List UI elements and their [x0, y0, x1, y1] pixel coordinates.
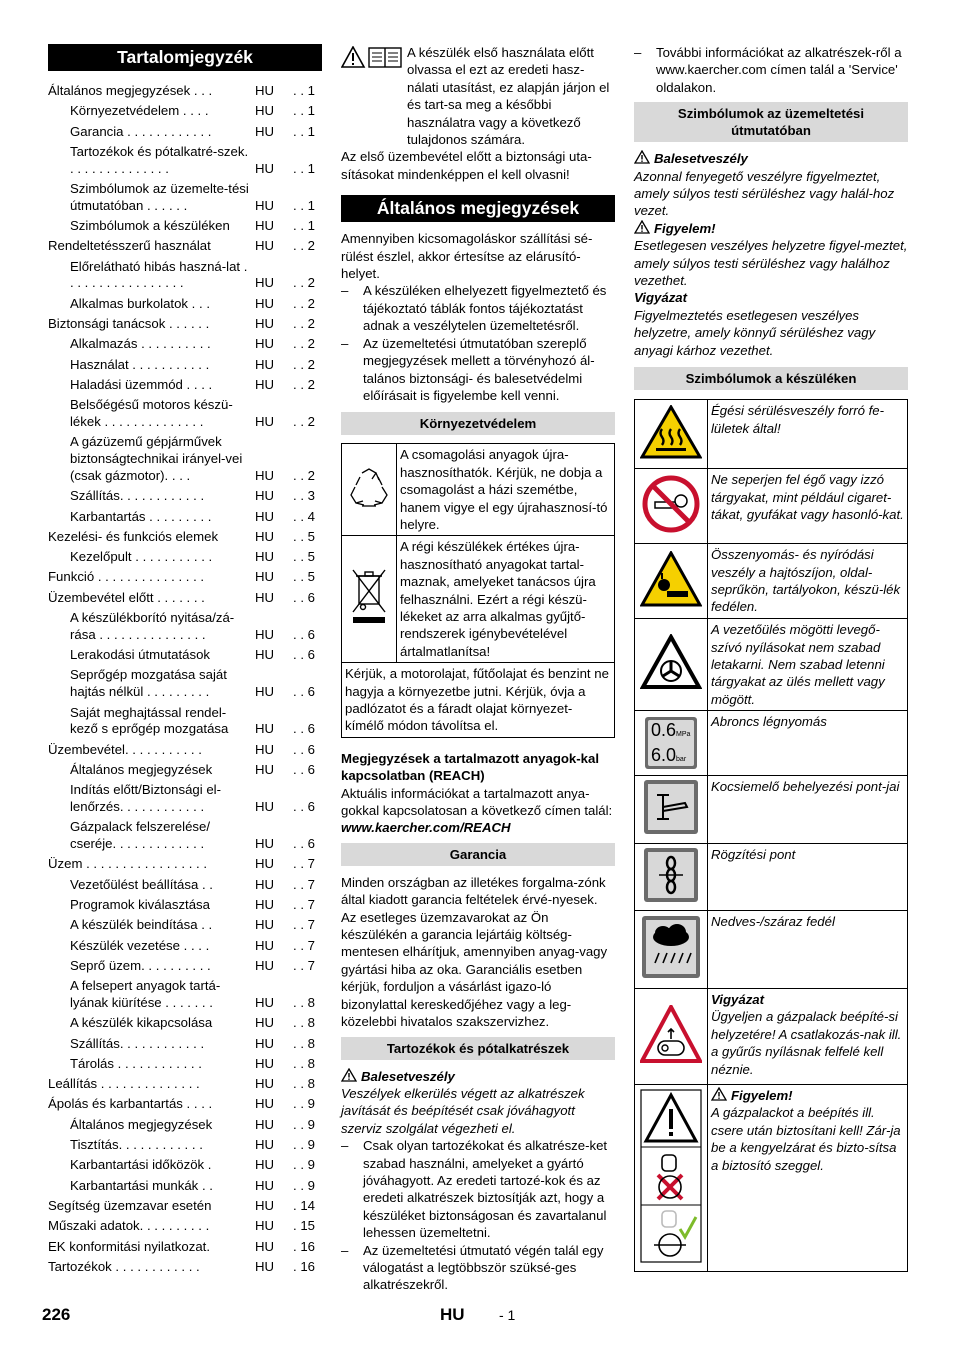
toc-entry-title: Alkalmas burkolatok . . . — [70, 295, 210, 311]
toc-entry-lang: HU — [255, 123, 275, 139]
toc-entry-lang: HU — [255, 414, 275, 430]
toc-entry-title: A gázüzemű gépjárművek biztonságtechnikai irányel-vei (csak gázmotor). . . . — [70, 434, 243, 483]
toc-entry-page: . . 6 — [293, 589, 315, 605]
toc-entry-lang: HU — [255, 1055, 275, 1071]
warning-manual-icon — [341, 44, 407, 148]
warning-heading: Figyelem! — [634, 220, 908, 237]
intro-block — [341, 44, 615, 148]
toc-entry-page: . . 5 — [293, 569, 315, 585]
toc-entry[interactable] — [48, 938, 322, 955]
symbols-table — [634, 399, 908, 1272]
toc-entry[interactable] — [48, 742, 322, 759]
symbol-text-no-burning: Ne seperjen fel égő vagy izzó tárgyakat, mint például cigaret-tákat, gyufákat vagy hasonló-kat. — [708, 469, 908, 544]
toc-entry-page: . . 6 — [293, 798, 315, 814]
caution-text: Figyelmeztetés esetlegesen veszélyes helyzetre, amely könnyű sérüléshez vagy anyagi kárhoz vezethet. — [634, 307, 876, 358]
toc-entry-title: Tárolás . . . . . . . . . . . . — [70, 1055, 202, 1071]
caution-heading: Vigyázat — [634, 290, 688, 306]
toc-entry-page: . . 6 — [293, 721, 315, 737]
symbol-text-wet-dry: Nedves-/száraz fedél — [708, 910, 908, 988]
page-number: 226 — [42, 1305, 71, 1324]
toc-entry-lang: HU — [255, 316, 275, 332]
toc-entry-lang: HU — [255, 761, 275, 777]
toc-entry[interactable] — [48, 1056, 322, 1073]
toc-entry-lang: HU — [255, 876, 275, 892]
toc-entry-page: . . 4 — [293, 508, 315, 524]
toc-entry[interactable] — [48, 819, 322, 853]
toc-entry-lang: HU — [255, 467, 275, 483]
toc-entry-page: . . 2 — [293, 238, 315, 254]
toc-entry-page: . . 1 — [293, 160, 315, 176]
toc-entry-page: . . 2 — [293, 356, 315, 372]
toc-entry-page: . . 8 — [293, 1015, 315, 1031]
symbol-text-jack-point: Kocsiemelő behelyezési pont-jai — [708, 776, 908, 843]
toc-entry[interactable] — [48, 181, 322, 215]
toc-entry-title: Karbantartás . . . . . . . . . — [70, 508, 212, 524]
toc-entry-title: Tartozékok . . . . . . . . . . . . — [48, 1258, 200, 1274]
toc-entry-lang: HU — [255, 1137, 275, 1153]
toc-entry-title: Ápolás és karbantartás . . . . — [48, 1096, 213, 1112]
toc-entry-title: Tartozékok és pótalkatré-szek. . . . . . . . . . . . . . . — [70, 143, 249, 176]
gas-bottle-position-cell — [708, 988, 908, 1084]
service-info-dash: – További információkat az alkatrészek-ről a www.kaercher.com címen talál a 'Service' oldalakon. — [634, 45, 902, 95]
toc-entry-title: Környezetvédelem . . . . — [70, 103, 209, 119]
toc-entry[interactable] — [48, 377, 322, 394]
toc-entry-title: Készülék vezetése . . . . — [70, 937, 210, 953]
toc-entry-title: Kezelőpult . . . . . . . . . . . — [70, 549, 213, 565]
warning-triangle-icon — [711, 1087, 727, 1101]
weee-bin-icon — [342, 536, 397, 663]
warning-triangle-icon — [634, 220, 650, 234]
toc-entry-page: . . 2 — [293, 414, 315, 430]
toc-entry-lang: HU — [255, 103, 275, 119]
toc-entry[interactable] — [48, 782, 322, 816]
toc-entry-page: . . 6 — [293, 684, 315, 700]
toc-entry-lang: HU — [255, 160, 275, 176]
toc-entry[interactable] — [48, 1157, 322, 1174]
toc-entry-title: A felsepert anyagok tartá-lyának kiürítése . . . . . . . — [70, 978, 221, 1010]
symbol-text-tire-pressure: Abroncs légnyomás — [708, 711, 908, 776]
toc-entry-lang: HU — [255, 1035, 275, 1051]
toc-entry-lang: HU — [255, 856, 275, 872]
toc-entry-title: Általános megjegyzések . . . — [48, 83, 213, 98]
toc-entry-page: . . 2 — [293, 467, 315, 483]
toc-entry-page: . . 9 — [293, 1157, 315, 1173]
toc-entry[interactable] — [48, 1096, 322, 1113]
toc-entry-title: Saját meghajtással rendel-kező s eprőgép mozgatása — [70, 704, 229, 737]
toc-entry-lang: HU — [255, 336, 275, 352]
toc-entry-lang: HU — [255, 83, 275, 98]
general-dash-2: – Az üzemeltetési útmutatóban szereplő megjegyzések mellett a törvényhozó ál-talános biztonsági- és balesetvédelmi előírásait is figyelembe kell venni. — [341, 335, 595, 403]
no-burning-objects-icon — [635, 469, 708, 544]
env-table — [341, 443, 615, 738]
toc-entry-title: Indítás előtt/Biztonsági el-lenőrzés. . . . . . . . . . . . — [70, 782, 222, 814]
toc-entry[interactable] — [48, 259, 322, 293]
toc-entry[interactable] — [48, 917, 322, 934]
toc-entry-lang: HU — [255, 356, 275, 372]
toc-entry-page: . 16 — [293, 1258, 315, 1274]
toc-entry-title: Leállítás . . . . . . . . . . . . . . — [48, 1076, 200, 1092]
warning-text: Esetlegesen veszélyes helyzetre figyel-meztet, amely súlyos testi sérüléshez vagy halálhoz vezethet. — [634, 238, 908, 289]
toc-entry-page: . . 7 — [293, 937, 315, 953]
toc-entry-page: . 16 — [293, 1238, 315, 1254]
toc-entry-page: . . 2 — [293, 336, 315, 352]
toc-entry-page: . . 8 — [293, 1055, 315, 1071]
toc-entry-title: Üzembevétel előtt . . . . . . . — [48, 589, 205, 605]
toc-entry-page: . . 7 — [293, 856, 315, 872]
toc-entry-page: . . 5 — [293, 549, 315, 565]
toc-entry-title: A készülék kikapcsolása — [70, 1015, 213, 1031]
toc-column — [48, 44, 322, 1279]
toc-entry-lang: HU — [255, 1238, 275, 1254]
toc-entry-page: . . 7 — [293, 876, 315, 892]
toc-entry-page: . . 6 — [293, 741, 315, 757]
intro-text-b: Az első üzembevétel előtt a biztonsági uta-sításokat mindenképpen el kell olvasni! — [341, 149, 592, 182]
toc-entry-page: . . 6 — [293, 647, 315, 663]
tire-pressure-icon — [635, 711, 708, 776]
toc-entry-page: . . 6 — [293, 761, 315, 777]
symbol-text-tie-down: Rögzítési pont — [708, 843, 908, 910]
toc-entry-lang: HU — [255, 647, 275, 663]
recycle-icon — [342, 444, 397, 536]
toc-entry-lang: HU — [255, 1258, 275, 1274]
toc-entry-page: . 14 — [293, 1197, 315, 1213]
toc-entry-page: . . 3 — [293, 488, 315, 504]
pressure-bar-unit: bar — [676, 756, 687, 764]
reach-paragraph: Aktuális információkat a tartalmazott anya-gokkal kapcsolatosan a következő címen talál: — [341, 785, 613, 819]
toc-entry[interactable] — [48, 529, 322, 546]
toc-entry-title: Műszaki adatok. . . . . . . . . . — [48, 1218, 210, 1234]
toc-entry-lang: HU — [255, 238, 275, 254]
toc-title: Tartalomjegyzék — [48, 44, 322, 71]
toc-entry-title: Garancia . . . . . . . . . . . . — [70, 123, 212, 139]
toc-entry-page: . . 1 — [293, 218, 315, 234]
toc-entry-lang: HU — [255, 488, 275, 504]
air-intake-fan-icon — [635, 619, 708, 711]
toc-entry-page: . . 9 — [293, 1137, 315, 1153]
toc-entry-lang: HU — [255, 218, 275, 234]
toc-entry[interactable] — [48, 488, 322, 505]
toc-entry-lang: HU — [255, 197, 275, 213]
toc-entry[interactable] — [48, 434, 322, 484]
toc-entry-title: Karbantartási munkák . . — [70, 1177, 213, 1193]
toc-entry-title: Előrelátható hibás haszná-lat . . . . . . . . . . . . . . . . . — [70, 258, 248, 291]
symbols-manual-title: Szimbólumok az üzemeltetési útmutatóban — [634, 102, 908, 142]
toc-entry[interactable] — [48, 647, 322, 664]
footer-subpage: - 1 — [499, 1307, 516, 1323]
toc-entry[interactable] — [48, 569, 322, 586]
toc-entry-title: Szállítás. . . . . . . . . . . . — [70, 1035, 205, 1051]
toc-entry[interactable] — [48, 1076, 322, 1093]
gas-bottle-lock-cell — [708, 1084, 908, 1271]
toc-entry[interactable] — [48, 1117, 322, 1134]
toc-entry-lang: HU — [255, 1015, 275, 1031]
toc-entry-page: . . 2 — [293, 275, 315, 291]
toc-entry-lang: HU — [255, 376, 275, 392]
gas-bottle-lock-icon — [635, 1084, 708, 1271]
toc-entry[interactable] — [48, 1137, 322, 1154]
toc-entry-lang: HU — [255, 549, 275, 565]
toc-entry[interactable] — [48, 144, 322, 178]
toc-entry-title: Karbantartási időközök . — [70, 1157, 212, 1173]
toc-entry-page: . . 7 — [293, 957, 315, 973]
danger-heading: Balesetveszély — [634, 150, 908, 167]
toc-entry-title: Alkalmazás . . . . . . . . . . — [70, 336, 211, 352]
pressure-mpa-unit: MPa — [676, 731, 691, 739]
toc-entry[interactable] — [48, 705, 322, 739]
general-dash-1: – A készüléken elhelyezett figyelmeztető és tájékoztató táblák fontos tájékoztatást adnak a veszélytelen üzemeltetésről. — [341, 283, 607, 334]
accessories-dash-1: – Csak olyan tartozékokat és alkatrésze-ket szabad használni, amelyeket a gyártó jóváhagyott. Az eredeti tartozé-kok és az eredeti alkatrészek biztosítják azt, hogy a készüléket biztonságosan és zavartalanul lehessen üzemeltetni. — [341, 1138, 608, 1241]
toc-entry-page: . . 1 — [293, 83, 315, 98]
toc-list — [48, 83, 322, 1276]
toc-entry-lang: HU — [255, 1197, 275, 1213]
symbol-text-crush: Összenyomás- és nyíródási veszély a hajtószíjon, oldal-seprűkön, tartályokon, készü-lék fedélen. — [708, 544, 908, 619]
toc-entry-page: . . 7 — [293, 917, 315, 933]
toc-entry[interactable] — [48, 218, 322, 235]
toc-entry[interactable] — [48, 610, 322, 644]
toc-entry-lang: HU — [255, 295, 275, 311]
toc-entry-page: . . 8 — [293, 994, 315, 1010]
toc-entry[interactable] — [48, 357, 322, 374]
toc-entry-lang: HU — [255, 994, 275, 1010]
env-recycle-text: A csomagolási anyagok újra-hasznosíthatók. Kérjük, ne dobja a csomagolást a házi szemétbe, hanem vigye el egy újrahasznosí-tó helyre. — [397, 444, 615, 536]
toc-entry[interactable] — [48, 877, 322, 894]
toc-entry-title: Rendeltetésszerű használat — [48, 238, 211, 254]
toc-entry[interactable] — [48, 1015, 322, 1032]
toc-entry[interactable] — [48, 397, 322, 431]
toc-entry[interactable] — [48, 762, 322, 779]
toc-entry-title: Gázpalack felszerelése/ cseréje. . . . . . . . . . . . . — [70, 819, 211, 852]
toc-entry-lang: HU — [255, 798, 275, 814]
toc-entry-title: Szimbólumok a készüléken — [70, 218, 230, 234]
danger-text: Azonnal fenyegető veszélyre figyelmeztet, amely súlyos testi sérüléshez vagy halál-hoz vezet. — [634, 168, 895, 219]
toc-entry-lang: HU — [255, 528, 275, 544]
accessories-danger-text: Veszélyek elkerülés végett az alkatrészek javítását és beépítését csak jóváhagyott szerviz szolgálat végezheti el. — [341, 1085, 585, 1136]
symbols-device-title: Szimbólumok a készüléken — [634, 367, 908, 390]
toc-entry[interactable] — [48, 238, 322, 255]
reach-title: Megjegyzések a tartalmazott anyagok-kal kapcsolatban (REACH) — [341, 750, 599, 784]
toc-entry-lang: HU — [255, 917, 275, 933]
toc-entry[interactable] — [48, 1198, 322, 1215]
toc-entry-lang: HU — [255, 1177, 275, 1193]
toc-entry-title: Használat . . . . . . . . . . . — [70, 356, 210, 372]
toc-entry-title: Seprő üzem. . . . . . . . . . — [70, 957, 211, 973]
toc-entry-page: . . 9 — [293, 1116, 315, 1132]
toc-entry-page: . . 8 — [293, 1035, 315, 1051]
footer-language: HU — [440, 1305, 465, 1324]
warning-triangle-icon — [634, 150, 650, 164]
env-title: Környezetvédelem — [341, 412, 615, 435]
toc-entry-page: . . 6 — [293, 626, 315, 642]
toc-entry-title: Funkció . . . . . . . . . . . . . . . — [48, 569, 205, 585]
accessories-dash-2: – Az üzemeltetési útmutató végén talál egy válogatást a legtöbbször szüksé-ges alkatrészekről. — [341, 1242, 604, 1293]
pressure-bar-value: 6.0 — [651, 745, 677, 766]
toc-entry-lang: HU — [255, 1116, 275, 1132]
toc-entry[interactable] — [48, 103, 322, 120]
toc-entry-lang: HU — [255, 896, 275, 912]
toc-entry-lang: HU — [255, 836, 275, 852]
toc-entry[interactable] — [48, 316, 322, 333]
toc-entry-page: . . 2 — [293, 295, 315, 311]
general-paragraph: Amennyiben kicsomagoláskor szállítási sé-rülést észlel, akkor értesítse az elárusító-helyet. — [341, 231, 593, 282]
gas-bottle-text: Ügyeljen a gázpalack beépíté-si helyzetére! A csatlakozás-nak ill. a gyűrűs nyílásnak felfelé kell néznie. — [711, 1009, 902, 1077]
hot-surface-icon — [635, 400, 708, 469]
toc-entry-title: A készülékborító nyitása/zá-rása . . . . . . . . . . . . . . . — [70, 610, 235, 642]
toc-entry-page: . . 8 — [293, 1076, 315, 1092]
toc-entry-page: . . 1 — [293, 103, 315, 119]
toc-entry[interactable] — [48, 296, 322, 313]
toc-entry-lang: HU — [255, 569, 275, 585]
toc-entry-title: Üzembevétel. . . . . . . . . . . — [48, 741, 202, 757]
toc-entry-title: Szimbólumok az üzemelte-tési útmutatóban . . . . . . — [70, 180, 249, 213]
toc-entry-lang: HU — [255, 1096, 275, 1112]
accessories-title: Tartozékok és pótalkatrészek — [341, 1037, 615, 1060]
general-title: Általános megjegyzések — [341, 195, 615, 222]
toc-entry-title: A készülék beindítása . . — [70, 917, 213, 933]
accessories-danger-heading: Balesetveszély — [341, 1068, 615, 1085]
toc-entry-lang: HU — [255, 721, 275, 737]
warning-triangle-icon — [341, 1068, 357, 1082]
toc-entry-page: . . 5 — [293, 528, 315, 544]
warranty-title: Garancia — [341, 843, 615, 866]
env-oil-text: Kérjük, a motorolajat, fűtőolajat és benzint ne hagyja a környezetbe jutni. Kérjük, óvja a padlózatot és a fáradt olajat környezet-kímélő módon távolítsa el. — [342, 663, 615, 738]
toc-entry-lang: HU — [255, 626, 275, 642]
gas-lock-heading: Figyelem! — [711, 1087, 904, 1104]
toc-entry[interactable] — [48, 336, 322, 353]
gas-bottle-title: Vigyázat — [711, 991, 765, 1007]
toc-entry-title: EK konformitási nyilatkozat. — [48, 1238, 210, 1254]
toc-entry-lang: HU — [255, 275, 275, 291]
symbol-text-air-intake: A vezetőülés mögötti levegő-szívó nyílásokat nem szabad letakarni. Nem szabad letenni tárgyakat az ülés mellett vagy mögött. — [708, 619, 908, 711]
toc-entry[interactable] — [48, 124, 322, 141]
toc-entry-title: Seprőgép mozgatása saját hajtás nélkül . . . . . . . . . — [70, 667, 227, 700]
toc-entry-lang: HU — [255, 1076, 275, 1092]
symbol-text-hot: Égési sérülésveszély forró fe-lületek által! — [708, 400, 908, 469]
gas-bottle-position-icon — [635, 988, 708, 1084]
toc-entry[interactable] — [48, 1239, 322, 1256]
toc-entry-title: Kezelési- és funkciós elemek — [48, 528, 219, 544]
toc-entry[interactable] — [48, 1218, 322, 1235]
toc-entry-page: . . 6 — [293, 836, 315, 852]
toc-entry[interactable] — [48, 667, 322, 701]
toc-entry-title: Segítség üzemzavar esetén — [48, 1197, 212, 1213]
toc-entry-lang: HU — [255, 684, 275, 700]
toc-entry-lang: HU — [255, 1157, 275, 1173]
toc-entry-title: Általános megjegyzések — [70, 1116, 213, 1132]
toc-entry-title: Programok kiválasztása — [70, 896, 210, 912]
jack-point-icon — [635, 776, 708, 843]
reach-link[interactable]: www.kaercher.com/REACH — [341, 820, 511, 836]
toc-entry-page: . . 1 — [293, 123, 315, 139]
toc-entry-page: . . 7 — [293, 896, 315, 912]
toc-entry-title: Haladási üzemmód . . . . — [70, 376, 213, 392]
toc-entry-lang: HU — [255, 957, 275, 973]
toc-entry-title: Vezetőülést beállítása . . — [70, 876, 213, 892]
toc-entry[interactable] — [48, 978, 322, 1012]
toc-entry-page: . . 2 — [293, 316, 315, 332]
toc-entry[interactable] — [48, 897, 322, 914]
toc-entry[interactable] — [48, 590, 322, 607]
pressure-mpa-value: 0.6 — [651, 720, 677, 741]
wet-dry-flap-icon — [635, 910, 708, 988]
toc-entry[interactable] — [48, 958, 322, 975]
toc-entry[interactable] — [48, 549, 322, 566]
warranty-paragraph: Minden országban az illetékes forgalma-zónk által kiadott garancia feltételek érvé-nyesek. Az esetleges üzemzavarokat az Ön készülékén a garancia lejártáig költség-mentesen elhárítjuk, amennyiben anyag-vagy gyártási hiba az oka. Garanciális esetben kérjük, forduljon a vásárlást igazo-ló bizonylattal kereskedőjéhez vagy a leg-közelebbi hivatalos szakszervizhez. — [341, 874, 608, 1030]
toc-entry-title: Tisztítás. . . . . . . . . . . . — [70, 1137, 203, 1153]
toc-entry[interactable] — [48, 83, 322, 100]
toc-entry-page: . . 9 — [293, 1177, 315, 1193]
toc-entry-title: Belsőégésű motoros készü-lékek . . . . . . . . . . . . . . — [70, 397, 233, 430]
toc-entry-lang: HU — [255, 508, 275, 524]
toc-entry-page: . . 9 — [293, 1096, 315, 1112]
toc-entry-title: Üzem . . . . . . . . . . . . . . . . . — [48, 856, 208, 872]
toc-entry-page: . . 2 — [293, 376, 315, 392]
toc-entry[interactable] — [48, 509, 322, 526]
env-weee-text: A régi készülékek értékes újra-hasznosítható anyagokat tartal-maznak, amelyeket tanácsos újra felhasználni. Ezért a régi készü-lékeket az arra alkalmas gyűjtő-rendszerek igénybevételével ártalmatlanítsa! — [397, 536, 615, 663]
gas-lock-text: A gázpalackot a beépítés ill. csere után biztosítani kell! Zár-ja be a kengyelzárat és bizto-sítsa a biztosító szeggel. — [711, 1105, 901, 1173]
toc-entry-title: Szállítás. . . . . . . . . . . . — [70, 488, 205, 504]
toc-entry[interactable] — [48, 1036, 322, 1053]
toc-entry-title: Általános megjegyzések — [70, 761, 213, 777]
toc-entry-lang: HU — [255, 741, 275, 757]
column-2 — [341, 44, 615, 1294]
column-3 — [634, 44, 908, 1272]
toc-entry[interactable] — [48, 1178, 322, 1195]
toc-entry-lang: HU — [255, 937, 275, 953]
toc-entry-lang: HU — [255, 589, 275, 605]
tie-down-point-icon — [635, 843, 708, 910]
toc-entry-title: Biztonsági tanácsok . . . . . . — [48, 316, 210, 332]
toc-entry[interactable] — [48, 856, 322, 873]
intro-text-a: A készülék első használata előtt olvassa el ezt az eredeti hasz-nálati utasítást, ez alapján járjon el és tart-sa meg a későbbi használatra vagy a következő tulajdonos számára. — [407, 45, 610, 148]
toc-entry-page: . . 1 — [293, 197, 315, 213]
toc-entry-title: Lerakodási útmutatások — [70, 647, 211, 663]
toc-entry-lang: HU — [255, 1218, 275, 1234]
crush-hazard-icon — [635, 544, 708, 619]
toc-entry-page: . 15 — [293, 1218, 315, 1234]
toc-entry[interactable] — [48, 1259, 322, 1276]
